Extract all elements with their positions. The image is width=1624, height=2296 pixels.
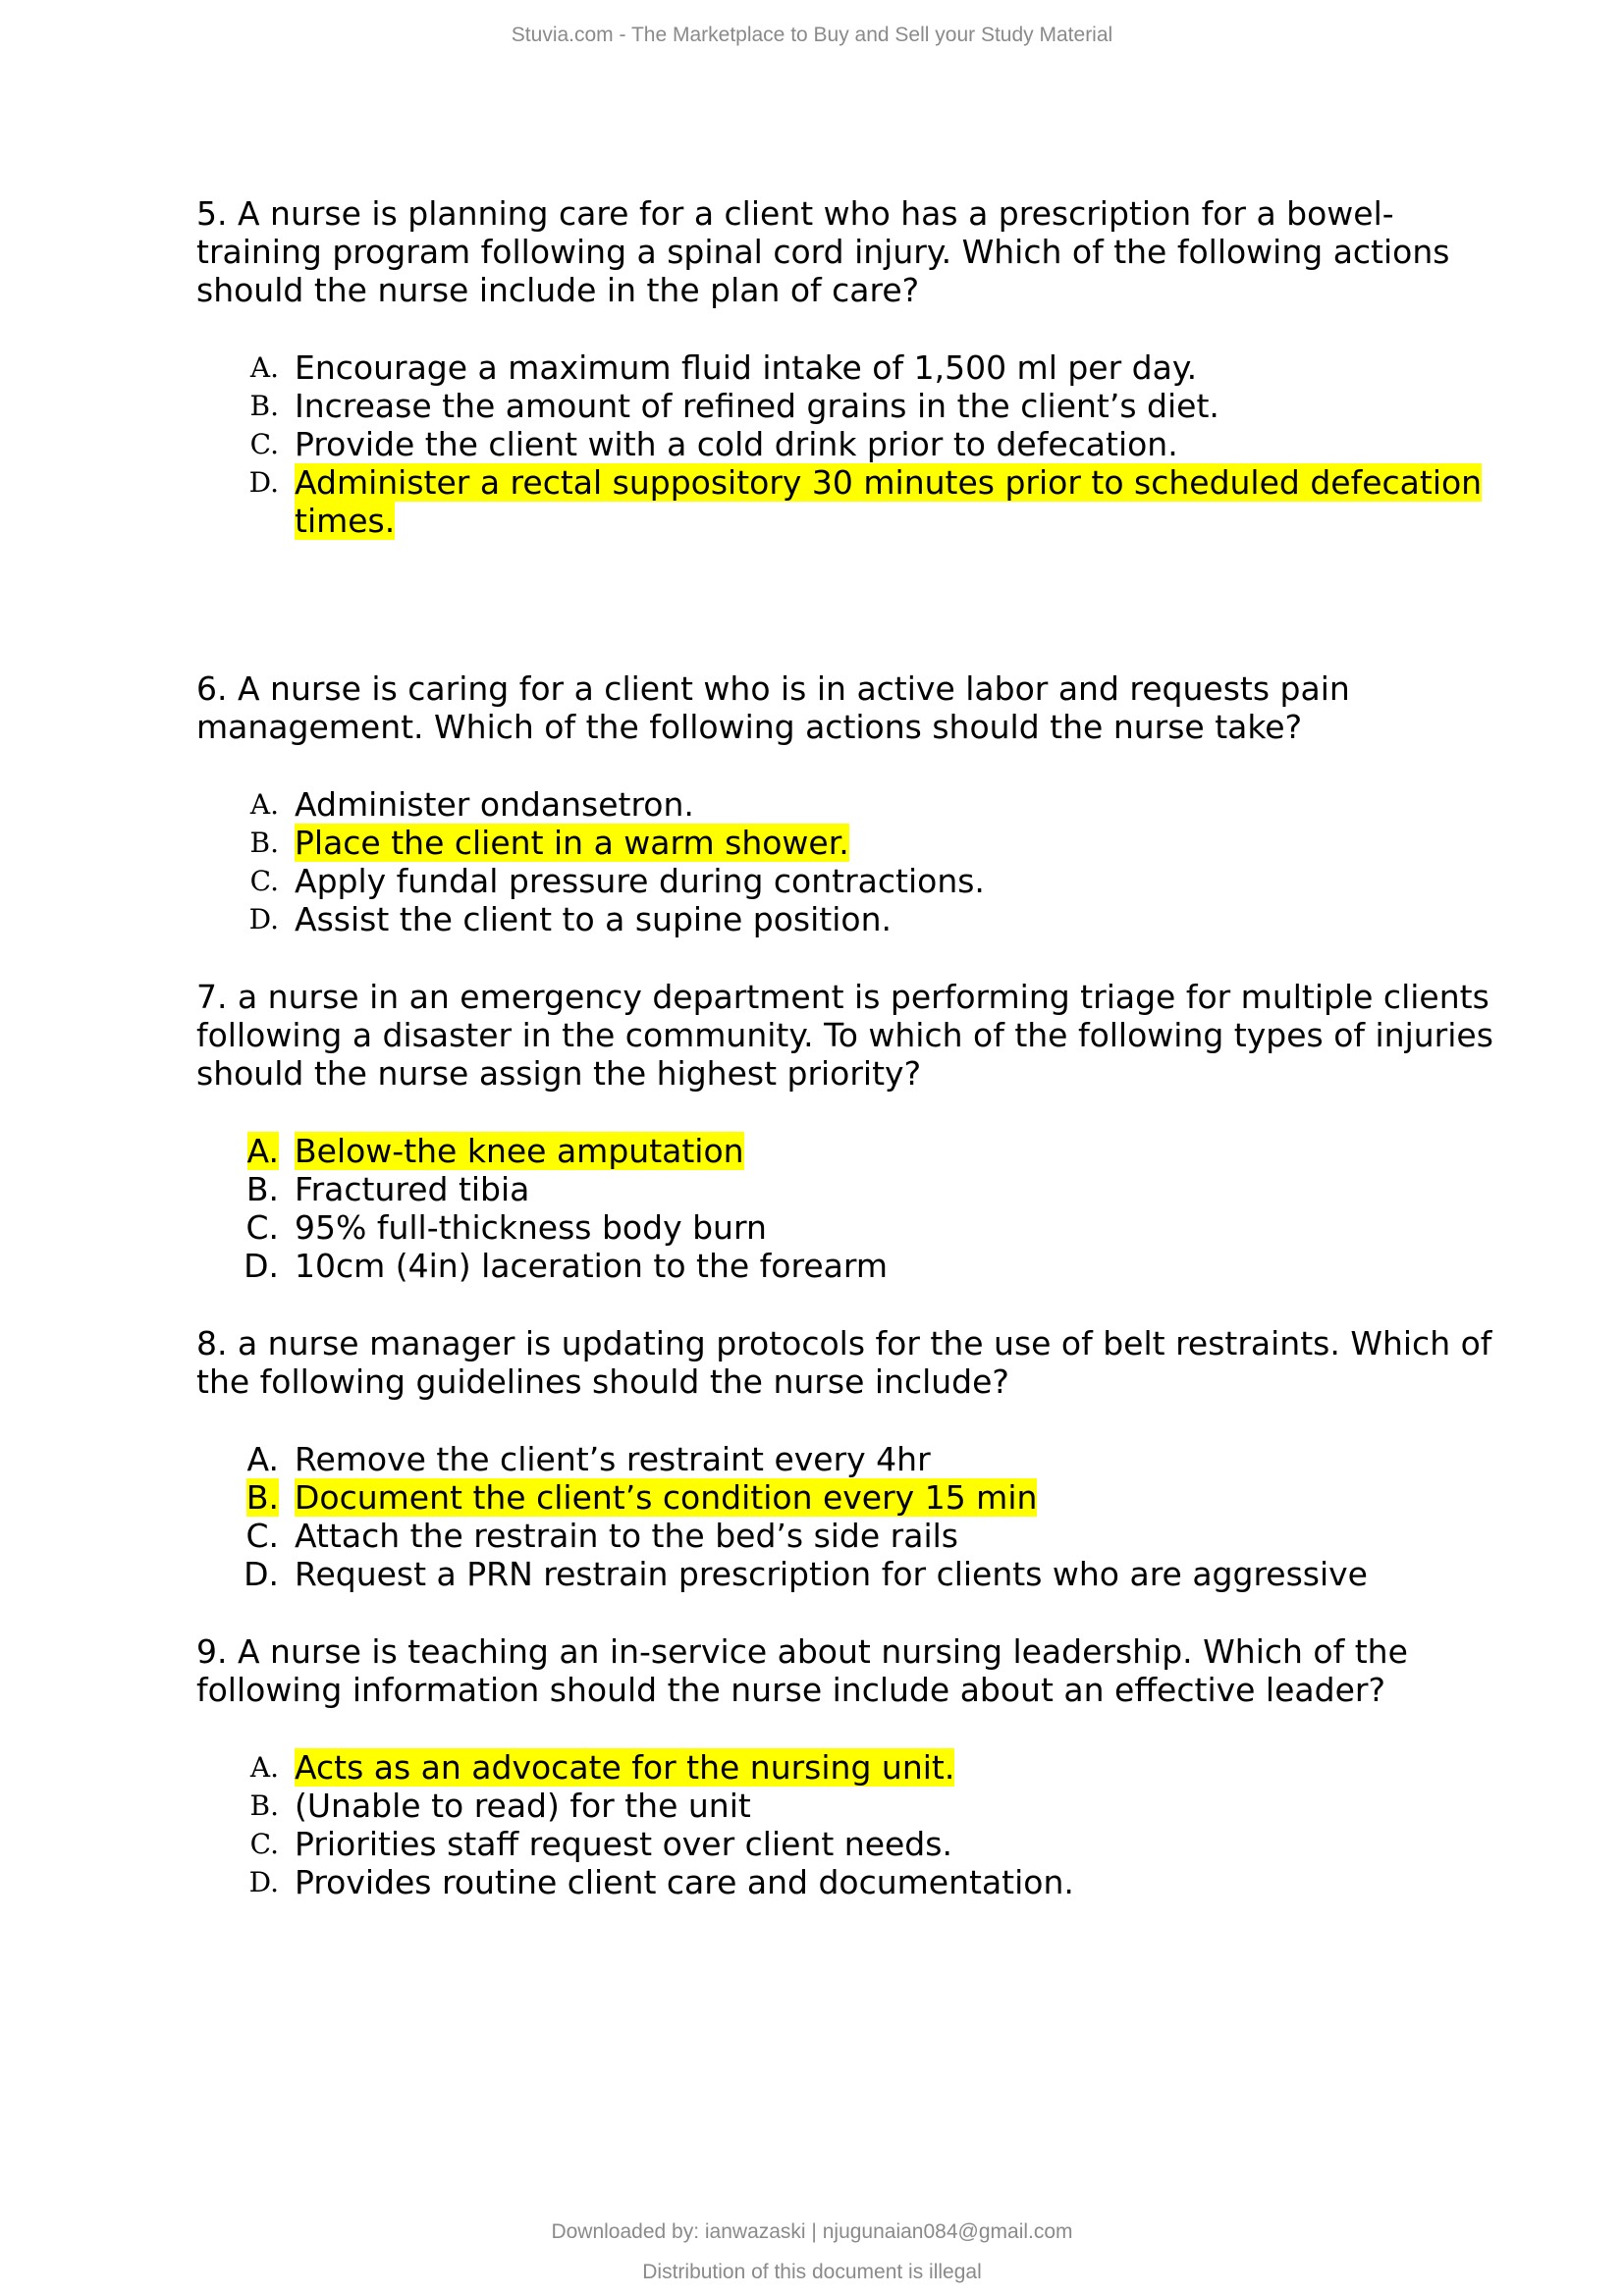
option-letter: D.	[248, 903, 279, 935]
option-item	[196, 348, 1502, 387]
option-item	[196, 785, 1502, 824]
highlighted-answer: Acts as an advocate for the nursing unit.	[295, 1748, 955, 1787]
option-list	[196, 1748, 1502, 1901]
option-text: (Unable to read) for the unit	[295, 1787, 751, 1825]
question-stem: 5. A nurse is planning care for a client who has a prescription for a bowel-training program following a spinal cord injury. Which of the following actions should the nurse include in the plan of care?	[196, 194, 1450, 309]
option-item	[196, 1517, 1502, 1555]
option-item-highlighted	[196, 824, 1502, 862]
question-stem: 7. a nurse in an emergency department is performing triage for multiple clients following a disaster in the community. To which of the following types of injuries should the nurse assign the highest priority?	[196, 978, 1493, 1093]
option-text: Remove the client’s restraint every 4hr	[295, 1440, 931, 1478]
page-header: Stuvia.com - The Marketplace to Buy and Sell your Study Material	[511, 24, 1113, 46]
option-letter: A.	[249, 788, 279, 821]
option-letter: A.	[246, 1132, 279, 1170]
highlighted-answer: Below-the knee amputation	[295, 1132, 744, 1170]
option-letter: D.	[244, 1555, 279, 1593]
option-item	[196, 1208, 1502, 1247]
option-item	[196, 1170, 1502, 1208]
footer-distribution-notice: Distribution of this document is illegal	[642, 2261, 982, 2283]
option-item-highlighted	[196, 1478, 1502, 1517]
option-letter: A.	[246, 1440, 279, 1478]
option-text: Encourage a maximum fluid intake of 1,500 ml per day.	[295, 348, 1198, 387]
highlighted-answer: Administer a rectal suppository 30 minutes prior to scheduled defecation times.	[295, 463, 1483, 540]
option-text: Priorities staff request over client needs.	[295, 1825, 952, 1863]
question-block	[196, 978, 1502, 1285]
option-item	[196, 1555, 1502, 1593]
option-letter: D.	[248, 1866, 279, 1898]
highlighted-answer: Document the client’s condition every 15 min	[295, 1478, 1038, 1517]
option-text: Assist the client to a supine position.	[295, 900, 892, 938]
option-letter: B.	[249, 827, 279, 859]
option-item	[196, 1863, 1502, 1901]
question-block	[196, 669, 1502, 938]
option-letter: C.	[249, 1828, 279, 1860]
option-letter: C.	[245, 1208, 279, 1247]
footer-download-info: Downloaded by: ianwazaski | njugunaian084@gmail.com	[551, 2220, 1073, 2243]
option-letter: D.	[244, 1247, 279, 1285]
option-item	[196, 387, 1502, 425]
option-text: 95% full-thickness body burn	[295, 1208, 767, 1247]
option-text: 10cm (4in) laceration to the forearm	[295, 1247, 888, 1285]
option-text: Request a PRN restrain prescription for clients who are aggressive	[295, 1555, 1368, 1593]
option-text: Administer ondansetron.	[295, 785, 694, 824]
option-letter: C.	[245, 1517, 279, 1555]
option-letter: B.	[245, 1170, 279, 1208]
highlighted-answer: Place the client in a warm shower.	[295, 824, 849, 862]
option-item	[196, 862, 1502, 900]
option-letter: C.	[249, 865, 279, 897]
option-item	[196, 900, 1502, 938]
option-item	[196, 1787, 1502, 1825]
option-letter: B.	[249, 390, 279, 422]
option-text: Attach the restrain to the bed’s side rails	[295, 1517, 958, 1555]
question-stem: 9. A nurse is teaching an in-service about nursing leadership. Which of the following information should the nurse include about an effective leader?	[196, 1632, 1408, 1709]
question-block	[196, 194, 1502, 540]
option-list	[196, 785, 1502, 938]
option-list	[196, 1440, 1502, 1593]
option-text: Provides routine client care and documentation.	[295, 1863, 1074, 1901]
option-text: Apply fundal pressure during contractions.	[295, 862, 985, 900]
question-stem: 8. a nurse manager is updating protocols for the use of belt restraints. Which of the following guidelines should the nurse include?	[196, 1324, 1492, 1401]
option-letter: B.	[249, 1789, 279, 1822]
option-item	[196, 1247, 1502, 1285]
option-item	[196, 425, 1502, 463]
option-letter: A.	[249, 1751, 279, 1784]
document-body	[196, 194, 1502, 1901]
option-list	[196, 1132, 1502, 1285]
option-letter: C.	[249, 428, 279, 460]
question-block	[196, 1632, 1502, 1901]
option-text: Increase the amount of refined grains in the client’s diet.	[295, 387, 1219, 425]
option-text: Fractured tibia	[295, 1170, 530, 1208]
option-text: Provide the client with a cold drink prior to defecation.	[295, 425, 1178, 463]
question-block	[196, 1324, 1502, 1593]
question-stem: 6. A nurse is caring for a client who is in active labor and requests pain management. Which of the following actions should the nurse take?	[196, 669, 1350, 746]
option-item-highlighted	[196, 1132, 1502, 1170]
option-letter: B.	[245, 1478, 279, 1517]
option-item-highlighted	[196, 1748, 1502, 1787]
option-item	[196, 1440, 1502, 1478]
option-item-highlighted	[196, 463, 1502, 540]
option-item	[196, 1825, 1502, 1863]
option-letter: A.	[249, 351, 279, 384]
option-list	[196, 348, 1502, 540]
option-letter: D.	[248, 466, 279, 499]
